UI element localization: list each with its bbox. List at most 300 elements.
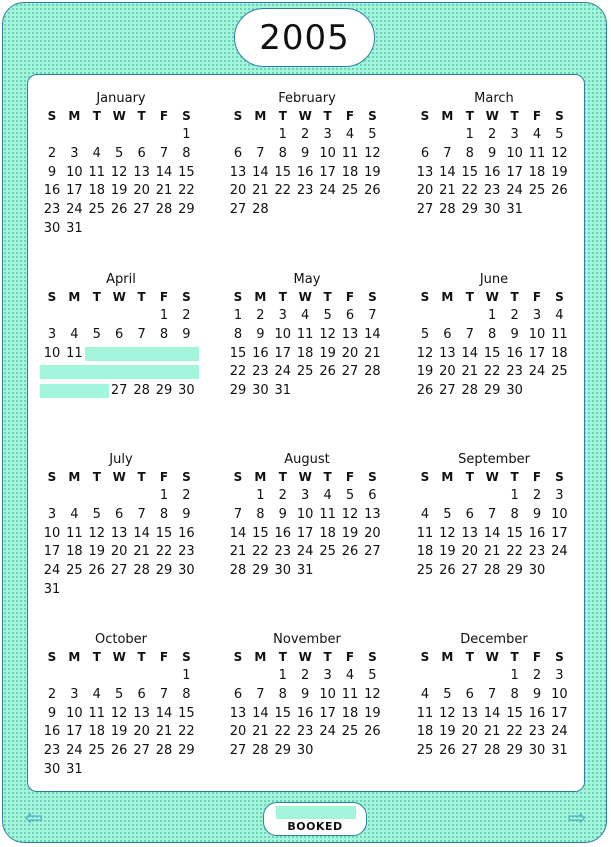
day-cell: 23 [528, 544, 546, 560]
day-cell: 7 [137, 506, 146, 522]
day-cell: 6 [368, 488, 377, 503]
weekday-header: F [532, 650, 542, 664]
day-cell: 30 [296, 743, 314, 759]
day-cell: 15 [252, 525, 269, 541]
day-cell: 25 [416, 563, 434, 579]
day-cell: 19 [319, 345, 336, 361]
weekday-header: W [298, 290, 312, 304]
day-cell: 6 [115, 326, 124, 342]
month-may [227, 272, 387, 442]
day-cell: 10 [528, 326, 546, 342]
day-cell: 6 [465, 506, 474, 522]
day-cell: 22 [178, 724, 195, 740]
weekday-header: W [298, 470, 312, 484]
month-october [41, 632, 201, 802]
weekday-header: T [278, 290, 287, 304]
day-cell: 18 [319, 525, 336, 541]
day-cell: 18 [341, 705, 359, 721]
day-cell: 27 [133, 743, 150, 759]
weekday-header: T [92, 470, 101, 484]
weekday-header: T [92, 109, 101, 123]
day-cell: 1 [278, 668, 287, 683]
day-cell: 28 [364, 364, 381, 380]
weekday-header: W [112, 470, 126, 484]
weekday-header: M [441, 470, 454, 484]
weekday-header: T [323, 109, 332, 123]
day-cell: 28 [483, 563, 501, 579]
day-cell: 12 [88, 525, 106, 541]
day-cell: 9 [301, 145, 310, 161]
day-cell: 2 [47, 686, 57, 702]
day-cell: 3 [70, 686, 79, 702]
day-cell: 28 [252, 743, 269, 759]
day-cell: 20 [133, 724, 150, 740]
day-cell: 11 [551, 326, 568, 342]
day-cell: 5 [443, 686, 452, 702]
day-cell: 6 [233, 686, 243, 702]
day-cell: 3 [47, 506, 57, 522]
day-cell: 12 [364, 686, 381, 702]
day-cell: 8 [510, 686, 519, 702]
day-cell: 24 [66, 202, 83, 218]
day-cell: 16 [43, 724, 61, 740]
day-cell: 3 [301, 488, 310, 503]
day-cell: 17 [296, 525, 314, 541]
day-cell: 7 [256, 145, 265, 161]
day-cell: 5 [115, 686, 124, 702]
day-cell: 26 [551, 183, 568, 199]
day-cell: 13 [461, 525, 479, 541]
day-cell: 25 [341, 724, 359, 740]
day-cell: 4 [420, 506, 430, 522]
day-cell: 11 [296, 326, 314, 342]
day-cell: 2 [301, 127, 310, 142]
day-cell: 17 [319, 164, 336, 180]
weekday-header: S [555, 109, 564, 123]
day-cell: 29 [178, 743, 195, 759]
day-cell: 16 [528, 525, 546, 541]
day-cell: 1 [159, 308, 169, 323]
calendar-panel [27, 74, 585, 792]
day-cell: 19 [364, 705, 381, 721]
month-name: April [106, 272, 136, 287]
weekday-header: T [137, 470, 146, 484]
day-cell: 31 [66, 221, 83, 236]
day-cell: 4 [92, 145, 101, 161]
weekday-header: T [465, 470, 474, 484]
month-name: March [474, 91, 514, 106]
weekday-header: F [159, 109, 169, 123]
day-cell: 20 [416, 183, 434, 199]
day-cell: 30 [252, 383, 269, 399]
day-cell: 6 [115, 506, 124, 522]
day-cell: 29 [274, 743, 292, 759]
day-cell: 31 [506, 202, 523, 218]
weekday-header: F [532, 470, 542, 484]
day-cell: 22 [252, 544, 269, 560]
year-title [234, 8, 375, 67]
month-name: November [273, 632, 341, 647]
month-april [41, 272, 201, 442]
day-cell: 9 [510, 326, 519, 342]
weekday-header: W [485, 109, 499, 123]
weekday-header: T [137, 109, 146, 123]
day-cell: 17 [319, 705, 336, 721]
day-cell: 5 [323, 308, 332, 323]
day-cell: 25 [341, 183, 359, 199]
day-cell: 10 [66, 164, 83, 180]
weekday-header: T [278, 650, 287, 664]
day-cell: 12 [319, 326, 336, 342]
day-cell: 2 [488, 127, 497, 142]
day-cell: 27 [416, 202, 434, 218]
weekday-header: F [345, 290, 355, 304]
day-cell: 24 [528, 364, 546, 380]
weekday-header: M [254, 650, 267, 664]
day-cell: 3 [47, 326, 57, 342]
day-cell: 17 [66, 183, 83, 199]
day-cell: 18 [341, 164, 359, 180]
day-cell: 3 [510, 127, 519, 142]
month-name: August [284, 452, 330, 467]
day-cell: 25 [88, 743, 106, 759]
day-cell: 8 [256, 506, 265, 522]
day-cell: 12 [416, 345, 434, 361]
day-cell: 11 [341, 686, 359, 702]
weekday-header: S [182, 650, 191, 664]
day-cell: 17 [551, 525, 568, 541]
day-cell: 31 [551, 743, 568, 759]
weekday-header: S [47, 650, 57, 664]
day-cell: 14 [364, 326, 381, 342]
day-cell: 21 [483, 724, 501, 740]
day-cell: 30 [528, 743, 546, 759]
weekday-header: M [254, 109, 267, 123]
month-june [414, 272, 574, 442]
day-cell: 7 [159, 145, 169, 161]
weekday-header: M [441, 650, 454, 664]
day-cell: 11 [88, 705, 106, 721]
day-cell: 1 [182, 668, 191, 683]
day-cell: 9 [47, 705, 57, 721]
day-cell: 12 [364, 145, 381, 161]
day-cell: 12 [110, 705, 128, 721]
month-name: June [479, 272, 509, 287]
day-cell: 22 [506, 724, 523, 740]
day-cell: 16 [43, 183, 61, 199]
day-cell: 23 [296, 183, 314, 199]
day-cell: 16 [483, 164, 501, 180]
day-cell: 22 [461, 183, 479, 199]
day-cell: 14 [133, 525, 150, 541]
day-cell: 6 [443, 326, 452, 342]
day-cell: 1 [488, 308, 497, 323]
booked-legend [263, 802, 367, 836]
day-cell: 11 [319, 506, 336, 522]
day-cell: 20 [133, 183, 150, 199]
day-cell: 30 [483, 202, 501, 218]
day-cell: 13 [416, 164, 434, 180]
day-cell: 9 [532, 506, 542, 522]
day-cell: 9 [182, 326, 191, 342]
day-cell: 26 [88, 563, 106, 579]
day-cell: 5 [368, 668, 377, 683]
weekday-header: T [323, 470, 332, 484]
day-cell: 16 [252, 345, 269, 361]
day-cell: 13 [461, 705, 479, 721]
weekday-header: W [485, 650, 499, 664]
day-cell: 16 [506, 345, 523, 361]
day-cell: 9 [182, 506, 191, 522]
day-cell: 8 [182, 686, 191, 702]
day-cell: 15 [155, 525, 173, 541]
day-cell: 23 [252, 364, 269, 380]
day-cell: 16 [178, 525, 195, 541]
weekday-header: S [420, 109, 430, 123]
day-cell: 14 [155, 164, 173, 180]
weekday-header: M [68, 470, 81, 484]
day-cell: 10 [319, 145, 336, 161]
right-arrow-icon[interactable]: ⇨ [567, 806, 587, 831]
month-name: December [460, 632, 528, 647]
day-cell: 15 [274, 164, 292, 180]
day-cell: 3 [323, 127, 332, 142]
day-cell: 27 [110, 383, 128, 399]
day-cell: 20 [461, 724, 479, 740]
day-cell: 22 [229, 364, 247, 380]
day-cell: 14 [155, 705, 173, 721]
day-cell: 8 [488, 326, 497, 342]
day-cell: 18 [416, 724, 434, 740]
weekday-header: F [159, 290, 169, 304]
day-cell: 24 [296, 544, 314, 560]
day-cell: 11 [88, 164, 106, 180]
day-cell: 17 [506, 164, 523, 180]
weekday-header: S [555, 290, 564, 304]
day-cell: 5 [115, 145, 124, 161]
day-cell: 6 [420, 145, 430, 161]
day-cell: 3 [323, 668, 332, 683]
day-cell: 1 [278, 127, 287, 142]
day-cell: 4 [70, 506, 79, 522]
day-cell: 11 [66, 345, 83, 361]
weekday-header: S [555, 470, 564, 484]
day-cell: 1 [256, 488, 265, 503]
day-cell: 19 [110, 183, 128, 199]
day-cell: 5 [92, 506, 101, 522]
day-cell: 13 [229, 705, 247, 721]
day-cell: 20 [461, 544, 479, 560]
weekday-header: F [345, 650, 355, 664]
day-cell: 1 [510, 668, 519, 683]
day-cell: 9 [47, 164, 57, 180]
day-cell: 3 [70, 145, 79, 161]
day-cell: 22 [178, 183, 195, 199]
day-cell: 7 [488, 506, 497, 522]
weekday-header: S [368, 470, 377, 484]
left-arrow-icon[interactable]: ⇦ [24, 806, 44, 831]
day-cell: 9 [488, 145, 497, 161]
day-cell: 6 [137, 686, 146, 702]
day-cell: 3 [555, 488, 564, 503]
weekday-header: W [112, 290, 126, 304]
day-cell: 29 [506, 743, 523, 759]
weekday-header: T [323, 650, 332, 664]
month-september [414, 452, 574, 622]
day-cell: 23 [296, 724, 314, 740]
day-cell: 5 [420, 326, 430, 342]
day-cell: 4 [555, 308, 564, 323]
month-february [227, 91, 387, 261]
day-cell: 2 [182, 488, 191, 503]
day-cell: 27 [229, 202, 247, 218]
day-cell: 9 [301, 686, 310, 702]
day-cell: 12 [341, 506, 359, 522]
weekday-header: F [159, 470, 169, 484]
day-cell: 22 [274, 724, 292, 740]
day-cell: 20 [439, 364, 456, 380]
day-cell: 31 [296, 563, 314, 579]
weekday-header: F [532, 290, 542, 304]
day-cell: 6 [137, 145, 146, 161]
day-cell: 30 [43, 221, 61, 236]
day-cell: 26 [416, 383, 434, 399]
day-cell: 15 [483, 345, 501, 361]
day-cell: 13 [364, 506, 381, 522]
day-cell: 23 [43, 743, 61, 759]
day-cell: 26 [364, 724, 381, 740]
day-cell: 15 [178, 705, 195, 721]
day-cell: 30 [178, 563, 195, 579]
day-cell: 20 [229, 724, 247, 740]
month-august [227, 452, 387, 622]
day-cell: 17 [528, 345, 546, 361]
booked-range [40, 384, 109, 398]
day-cell: 28 [252, 202, 269, 218]
day-cell: 24 [43, 563, 61, 579]
day-cell: 21 [155, 724, 173, 740]
day-cell: 13 [110, 525, 128, 541]
weekday-header: W [112, 109, 126, 123]
day-cell: 13 [439, 345, 456, 361]
day-cell: 16 [528, 705, 546, 721]
day-cell: 25 [528, 183, 546, 199]
weekday-header: S [47, 109, 57, 123]
day-cell: 27 [439, 383, 456, 399]
day-cell: 30 [506, 383, 523, 399]
weekday-header: F [345, 109, 355, 123]
day-cell: 29 [252, 563, 269, 579]
day-cell: 25 [551, 364, 568, 380]
day-cell: 27 [461, 743, 479, 759]
day-cell: 26 [341, 544, 359, 560]
weekday-header: M [441, 109, 454, 123]
day-cell: 19 [364, 164, 381, 180]
day-cell: 26 [319, 364, 336, 380]
day-cell: 22 [155, 544, 173, 560]
weekday-header: T [137, 290, 146, 304]
day-cell: 10 [551, 506, 568, 522]
day-cell: 24 [551, 544, 568, 560]
weekday-header: W [112, 650, 126, 664]
day-cell: 27 [364, 544, 381, 560]
day-cell: 13 [229, 164, 247, 180]
day-cell: 29 [506, 563, 523, 579]
day-cell: 20 [341, 345, 359, 361]
day-cell: 10 [43, 345, 61, 361]
day-cell: 8 [510, 506, 519, 522]
day-cell: 15 [178, 164, 195, 180]
day-cell: 24 [506, 183, 523, 199]
weekday-header: T [323, 290, 332, 304]
day-cell: 13 [133, 164, 150, 180]
day-cell: 14 [483, 705, 501, 721]
day-cell: 25 [319, 544, 336, 560]
day-cell: 23 [528, 724, 546, 740]
day-cell: 27 [133, 202, 150, 218]
day-cell: 11 [416, 525, 434, 541]
month-january [41, 91, 201, 261]
day-cell: 19 [341, 525, 359, 541]
day-cell: 6 [233, 145, 243, 161]
day-cell: 29 [229, 383, 247, 399]
weekday-header: S [368, 109, 377, 123]
day-cell: 18 [88, 724, 106, 740]
day-cell: 7 [159, 686, 169, 702]
weekday-header: S [47, 470, 57, 484]
day-cell: 17 [66, 724, 83, 740]
day-cell: 18 [88, 183, 106, 199]
day-cell: 4 [532, 127, 542, 142]
day-cell: 3 [555, 668, 564, 683]
day-cell: 28 [483, 743, 501, 759]
day-cell: 10 [274, 326, 292, 342]
weekday-header: M [441, 290, 454, 304]
day-cell: 23 [43, 202, 61, 218]
day-cell: 14 [483, 525, 501, 541]
weekday-header: T [92, 650, 101, 664]
weekday-header: S [420, 470, 430, 484]
day-cell: 23 [506, 364, 523, 380]
day-cell: 4 [92, 686, 101, 702]
day-cell: 24 [274, 364, 292, 380]
day-cell: 2 [278, 488, 287, 503]
day-cell: 7 [488, 686, 497, 702]
day-cell: 2 [47, 145, 57, 161]
day-cell: 6 [465, 686, 474, 702]
weekday-header: S [233, 470, 243, 484]
day-cell: 26 [439, 743, 456, 759]
day-cell: 21 [439, 183, 456, 199]
booked-range [40, 365, 199, 379]
day-cell: 21 [252, 724, 269, 740]
day-cell: 18 [66, 544, 83, 560]
day-cell: 8 [159, 506, 169, 522]
weekday-header: F [159, 650, 169, 664]
day-cell: 21 [133, 544, 150, 560]
day-cell: 28 [133, 563, 150, 579]
weekday-header: S [233, 109, 243, 123]
weekday-header: S [233, 650, 243, 664]
day-cell: 10 [296, 506, 314, 522]
day-cell: 17 [274, 345, 292, 361]
day-cell: 17 [551, 705, 568, 721]
day-cell: 10 [66, 705, 83, 721]
day-cell: 8 [182, 145, 191, 161]
weekday-header: M [254, 470, 267, 484]
day-cell: 15 [274, 705, 292, 721]
day-cell: 4 [301, 308, 310, 323]
